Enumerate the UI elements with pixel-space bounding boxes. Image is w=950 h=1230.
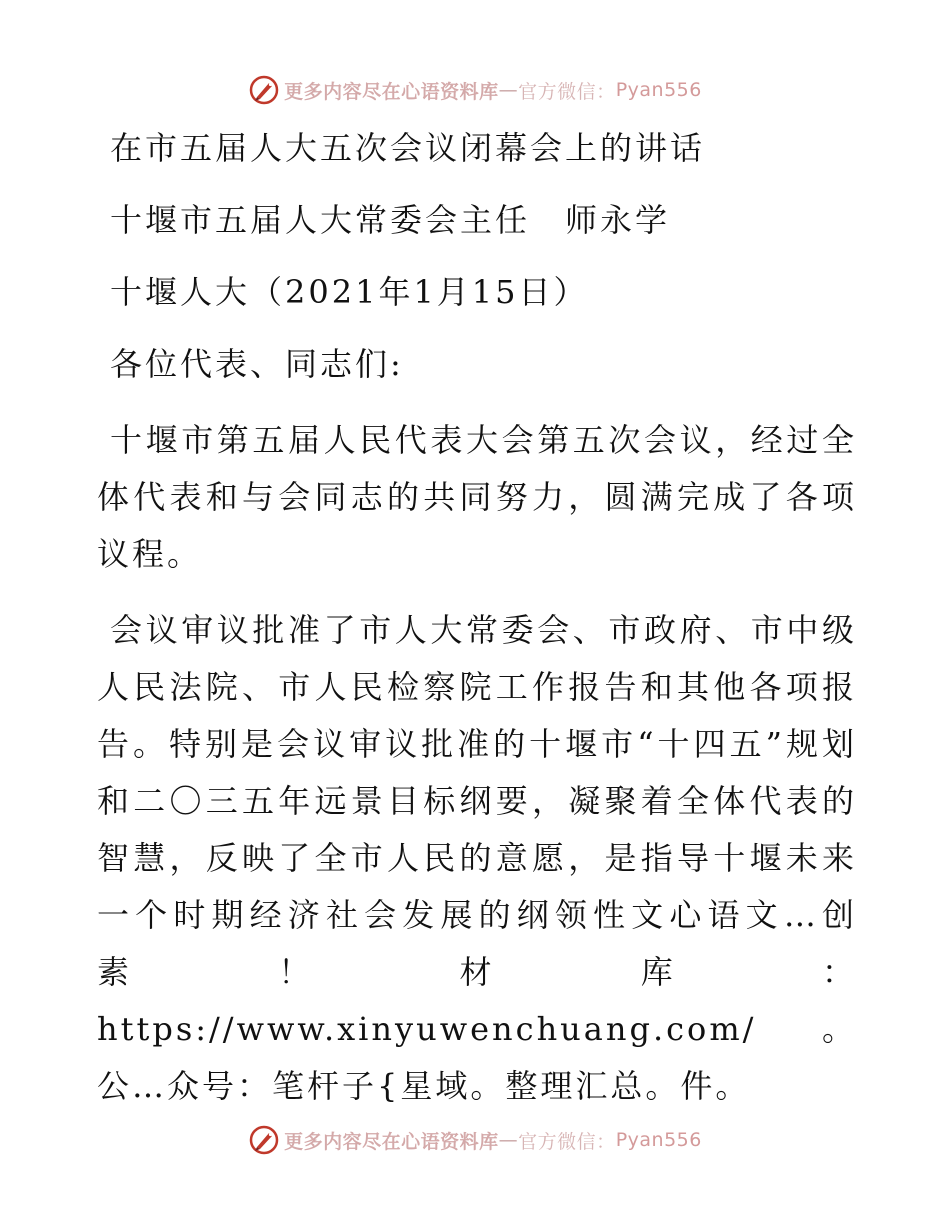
footer-watermark xyxy=(0,1120,950,1160)
header-watermark xyxy=(0,70,950,110)
pen-logo-icon xyxy=(248,74,280,106)
pen-logo-icon xyxy=(248,1124,280,1156)
watermark-main-text: 更多内容尽在心语资料库 xyxy=(284,1130,499,1153)
watermark-separator: — xyxy=(498,79,519,101)
document-title: 在市五届人大五次会议闭幕会上的讲话 xyxy=(110,129,706,167)
watermark-wechat-label: 官方微信： xyxy=(518,80,616,103)
document-author: 十堰市五届人大常委会主任 师永学 xyxy=(110,201,671,239)
paragraph: 会议审议批准了市人大常委会、市政府、市中级人民法院、市人民检察院工作报告和其他各项报告。特别是会议审议批准的十堰市“十四五”规划和二〇三五年远景目标纲要，凝聚着全体代表的智慧，反映了全市人民的意愿，是指导十堰未来一个时期经济社会发展的纲领性文心语文…创素！材库：https://www.xinyuwenchuang.com/。公…众号：笔杆子{星域。整理汇总。件。 xyxy=(97,611,857,1105)
document-salutation: 各位代表、同志们: xyxy=(110,345,404,383)
watermark-separator: — xyxy=(498,1129,519,1151)
paragraph: 十堰市第五届人民代表大会第五次会议，经过全体代表和与会同志的共同努力，圆满完成了各项议程。 xyxy=(97,421,857,573)
document-body xyxy=(97,124,857,1134)
watermark-main-text: 更多内容尽在心语资料库 xyxy=(284,80,499,103)
document-source: 十堰人大（2021年1月15日） xyxy=(110,273,589,311)
watermark-wechat-id: Pyan556 xyxy=(615,1129,702,1151)
watermark-wechat-label: 官方微信： xyxy=(518,1130,616,1153)
watermark-wechat-id: Pyan556 xyxy=(615,79,702,101)
